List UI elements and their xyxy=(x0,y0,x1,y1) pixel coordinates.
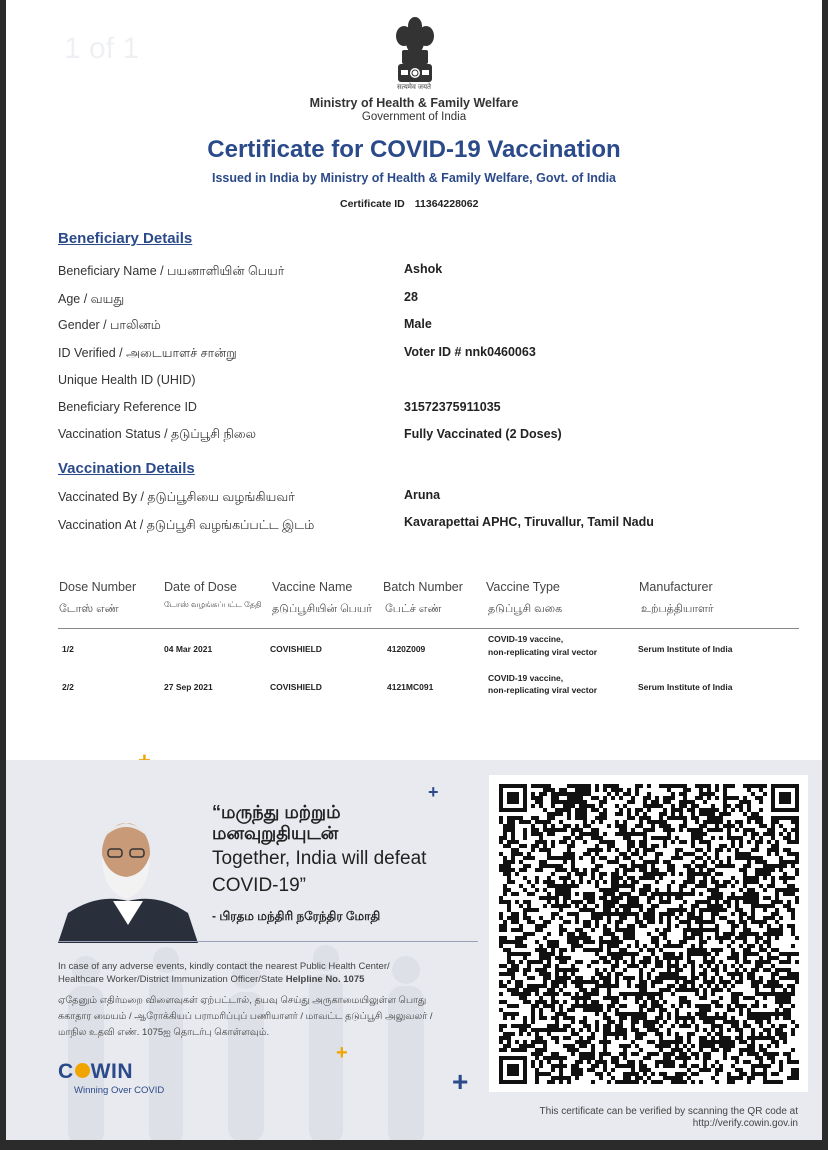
quote-attribution: - பிரதம மந்திரி நரேந்திர மோதி xyxy=(212,909,381,923)
gender-label: Gender / பாலினம் xyxy=(58,318,161,332)
table-header-batch-number: Batch Number xyxy=(383,580,463,594)
table-header-dose-number: Dose Number xyxy=(59,580,137,594)
table-divider xyxy=(58,628,799,629)
adverse-en-line1: In case of any adverse events, kindly contact the nearest Public Health Center/ xyxy=(58,961,390,972)
cowin-logo-prefix: C xyxy=(58,1060,74,1083)
row1-manufacturer: Serum Institute of India xyxy=(638,644,733,654)
qr-modules xyxy=(499,784,799,1084)
certificate-page xyxy=(6,0,822,1140)
row2-type-line2: non-replicating viral vector xyxy=(488,685,598,695)
row1-dose: 1/2 xyxy=(62,644,74,654)
row1-type-line1: COVID-19 vaccine, xyxy=(488,634,564,644)
age-label: Age / வயது xyxy=(58,292,125,306)
verify-line1: This certificate can be verified by scanning the QR code at xyxy=(539,1106,798,1117)
government-name: Government of India xyxy=(361,111,467,123)
quote-separator xyxy=(58,941,478,942)
id-verified-value: Voter ID # nnk0460063 xyxy=(404,345,536,359)
plus-decoration-icon: + xyxy=(428,782,439,802)
quote-english xyxy=(212,845,426,899)
row1-date: 04 Mar 2021 xyxy=(164,644,213,654)
vaccination-details-heading: Vaccination Details xyxy=(58,460,195,477)
national-emblem-icon xyxy=(390,14,440,94)
certificate-title: Certificate for COVID-19 Vaccination xyxy=(207,136,621,163)
cowin-logo-dot-icon xyxy=(75,1063,90,1078)
plus-decoration-icon: + xyxy=(336,1042,348,1064)
table-header-batch-number-ta: பேட்ச் எண் xyxy=(385,603,442,615)
quote-tamil-line1: “மருந்து மற்றும் xyxy=(212,802,341,822)
table-header-manufacturer: Manufacturer xyxy=(639,580,713,594)
verification-note xyxy=(458,1106,798,1130)
qr-code-container xyxy=(489,775,808,1092)
row2-manufacturer: Serum Institute of India xyxy=(638,682,733,692)
table-header-date-of-dose: Date of Dose xyxy=(164,580,237,594)
adverse-ta-line1: ஏதேனும் எதிர்மறை விளைவுகள் ஏற்பட்டால், தயவு செய்து அருகாமையிலுள்ள பொது xyxy=(58,995,427,1006)
quote-tamil-line2: மனவுறுதியுடன் xyxy=(212,823,339,843)
row2-type-line1: COVID-19 vaccine, xyxy=(488,673,564,683)
quote-english-line2: COVID-19” xyxy=(212,875,306,896)
table-header-vaccine-type: Vaccine Type xyxy=(486,580,560,594)
vaccination-at-value: Kavarapettai APHC, Tiruvallur, Tamil Nadu xyxy=(404,515,654,529)
beneficiary-details-heading: Beneficiary Details xyxy=(58,230,193,247)
row2-batch: 4121MC091 xyxy=(387,682,434,692)
adverse-ta-line2: சுகாதார மையம் / ஆரோக்கியப் பராமரிப்புப் பணியாளர் / மாவட்ட தடுப்பூசி அலுவலர் / xyxy=(58,1011,433,1022)
adverse-en-line2: Healthcare Worker/District Immunization Officer/State xyxy=(58,974,286,985)
prime-minister-portrait xyxy=(58,815,198,943)
table-header-vaccine-type-ta: தடுப்பூசி வகை xyxy=(488,603,563,615)
page-indicator: 1 of 1 xyxy=(64,32,140,65)
verify-line2: http://verify.cowin.gov.in xyxy=(692,1118,798,1129)
table-header-vaccine-name: Vaccine Name xyxy=(272,580,353,594)
qr-finder-center xyxy=(507,1064,519,1076)
plus-decoration-icon: + xyxy=(452,1066,469,1097)
certificate-id-value: 11364228062 xyxy=(414,198,479,210)
cowin-logo xyxy=(58,1060,133,1084)
beneficiary-reference-id-label: Beneficiary Reference ID xyxy=(58,400,197,414)
row1-vaccine: COVISHIELD xyxy=(270,644,322,654)
table-header-vaccine-name-ta: தடுப்பூசியின் பெயர் xyxy=(272,603,373,615)
age-value: 28 xyxy=(404,290,418,304)
id-verified-label: ID Verified / அடையாளச் சான்று xyxy=(58,346,237,360)
adverse-events-english xyxy=(58,960,478,986)
row1-type-line2: non-replicating viral vector xyxy=(488,647,598,657)
cowin-logo-suffix: WIN xyxy=(90,1060,133,1083)
cowin-tagline: Winning Over COVID xyxy=(74,1085,165,1096)
quote-tamil xyxy=(212,802,341,844)
beneficiary-reference-id-value: 31572375911035 xyxy=(404,400,501,414)
row1-batch: 4120Z009 xyxy=(387,644,426,654)
table-header-date-of-dose-ta: டோஸ் வழங்கப்பட்ட தேதி xyxy=(164,600,262,609)
certificate-subtitle: Issued in India by Ministry of Health & Family Welfare, Govt. of India xyxy=(211,171,616,185)
table-header-dose-number-ta: டோஸ் எண் xyxy=(59,603,119,615)
vaccination-status-value: Fully Vaccinated (2 Doses) xyxy=(404,427,562,441)
beneficiary-name-label: Beneficiary Name / பயனாளியின் பெயர் xyxy=(58,264,285,278)
adverse-events-tamil xyxy=(58,993,478,1041)
certificate-id-label: Certificate ID xyxy=(340,198,405,210)
gender-value: Male xyxy=(404,317,432,331)
vaccinated-by-value: Aruna xyxy=(404,488,441,502)
qr-finder-center xyxy=(507,792,519,804)
beneficiary-name-value: Ashok xyxy=(404,262,443,276)
adverse-ta-line3: மாநில உதவி எண். 1075ஐ தொடர்பு கொள்ளவும். xyxy=(58,1027,270,1038)
table-header-manufacturer-ta: உற்பத்தியாளர் xyxy=(641,603,714,615)
ministry-name: Ministry of Health & Family Welfare xyxy=(309,96,519,110)
uhid-label: Unique Health ID (UHID) xyxy=(58,373,196,387)
vaccinated-by-label: Vaccinated By / தடுப்பூசியை வழங்கியவர் xyxy=(58,490,295,504)
vaccination-at-label: Vaccination At / தடுப்பூசி வழங்கப்பட்ட இடம் xyxy=(58,518,315,532)
certificate-id xyxy=(340,198,488,210)
emblem-motto: सत्यमेव जयते xyxy=(396,84,432,91)
row2-dose: 2/2 xyxy=(62,682,74,692)
qr-code-icon xyxy=(499,784,799,1084)
vaccination-status-label: Vaccination Status / தடுப்பூசி நிலை xyxy=(58,427,257,441)
qr-finder-center xyxy=(779,792,791,804)
helpline-number: Helpline No. 1075 xyxy=(285,974,365,985)
row2-vaccine: COVISHIELD xyxy=(270,682,322,692)
row2-date: 27 Sep 2021 xyxy=(164,682,213,692)
quote-english-line1: Together, India will defeat xyxy=(212,848,427,869)
